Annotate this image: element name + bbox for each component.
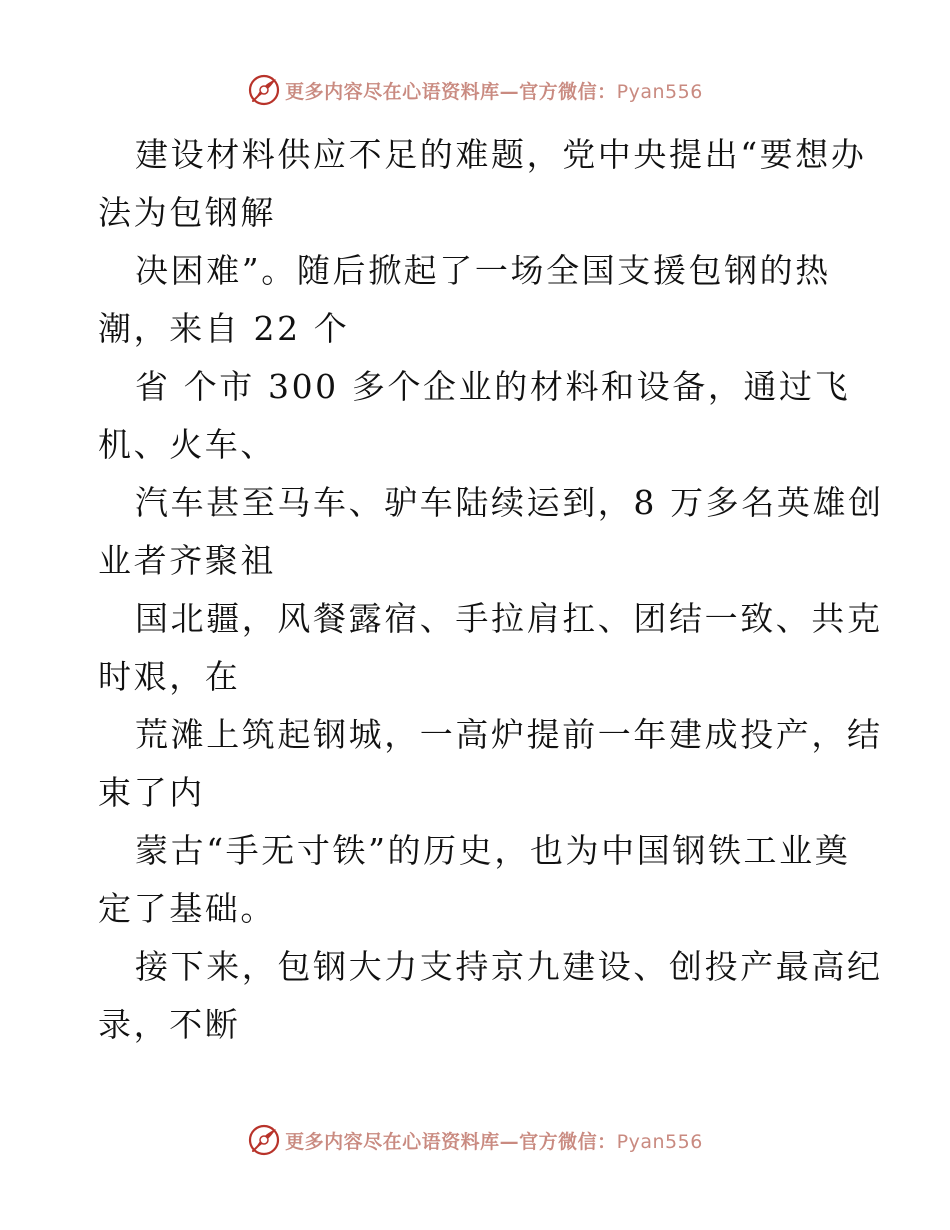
text-line: 汽车甚至马车、驴车陆续运到，8 万多名英雄创 (135, 483, 884, 522)
text-line: 定了基础。 (98, 889, 276, 928)
text-line: 机、火车、 (98, 425, 276, 464)
text-line: 束了内 (98, 773, 205, 812)
text-line: 国北疆，风餐露宿、手拉肩扛、团结一致、共克 (135, 599, 883, 638)
header-watermark-text (285, 77, 703, 104)
footer-wechat-id: Pyan556 (616, 1130, 703, 1153)
header-watermark-label: 更多内容尽在心语资料库—官方微信： (285, 80, 617, 103)
text-line: 建设材料供应不足的难题，党中央提出“要想办 (135, 135, 867, 174)
text-line: 决困难”。随后掀起了一场全国支援包钢的热 (135, 251, 831, 290)
quill-pen-logo-icon (247, 73, 281, 107)
text-line: 潮，来自 22 个 (98, 309, 350, 348)
footer-watermark (0, 1120, 950, 1160)
footer-watermark-label: 更多内容尽在心语资料库—官方微信： (285, 1130, 617, 1153)
footer-watermark-inner (247, 1123, 703, 1157)
text-line: 荒滩上筑起钢城，一高炉提前一年建成投产，结 (135, 715, 883, 754)
text-line: 接下来，包钢大力支持京九建设、创投产最高纪 (135, 947, 883, 986)
text-line: 时艰，在 (98, 657, 241, 696)
header-watermark (0, 70, 950, 110)
text-line: 蒙古“手无寸铁”的历史，也为中国钢铁工业奠 (135, 831, 851, 870)
header-watermark-inner (247, 73, 703, 107)
footer-watermark-text (285, 1127, 703, 1154)
text-line: 省 个市 300 多个企业的材料和设备，通过飞 (135, 367, 851, 406)
text-line: 录，不断 (98, 1005, 241, 1044)
quill-pen-logo-icon (247, 1123, 281, 1157)
text-line: 业者齐聚祖 (98, 541, 276, 580)
text-line: 法为包钢解 (98, 193, 276, 232)
article-body (98, 126, 884, 1054)
header-wechat-id: Pyan556 (616, 80, 703, 103)
